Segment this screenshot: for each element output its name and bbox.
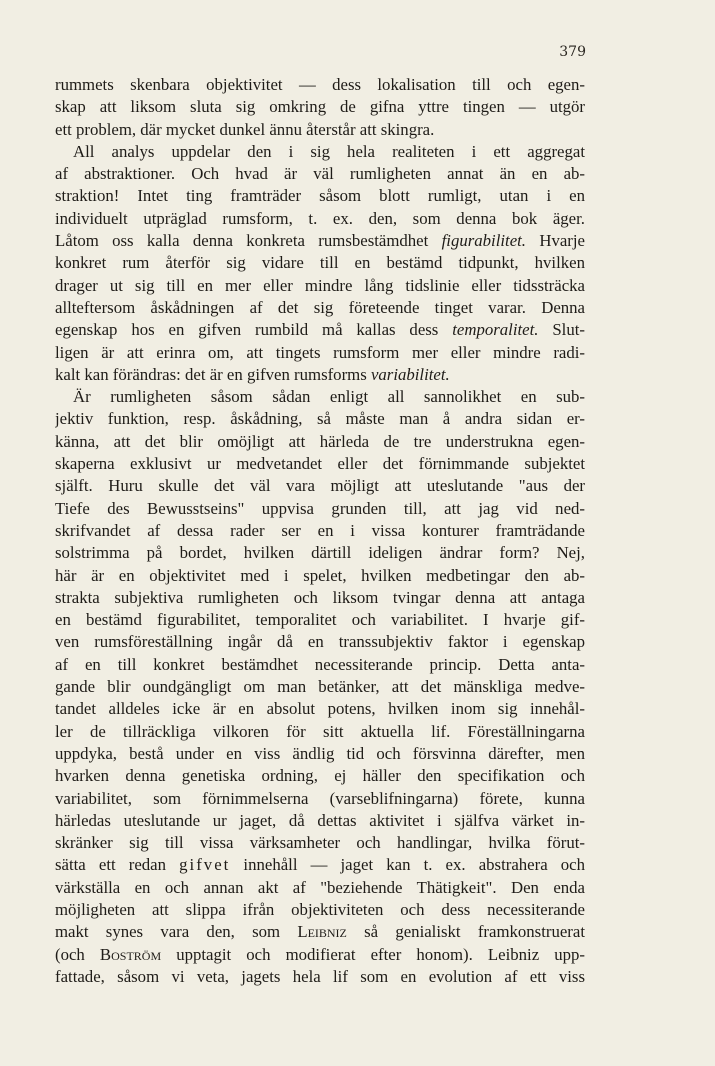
text-line: en bestämd figurabilitet, temporalitet och variabilitet. I hvarje gif- — [55, 610, 585, 630]
text-line: drager ut sig till en mer eller mindre lång tidslinie eller tidssträcka — [55, 275, 585, 295]
emphasized-term: Boström — [99, 944, 162, 964]
text-line: Låtom oss kalla denna konkreta rumsbestämdhet figurabilitet. Hvarje — [55, 231, 585, 251]
text-line: af abstraktioner. Och hvad är väl rumligheten annat än en ab- — [55, 164, 585, 184]
text-line: uppdyka, bestå under en viss ändlig tid och försvinna därefter, men — [55, 743, 585, 763]
text-line: skaperna exklusivt ur medvetandet eller det förnimmande subjektet — [55, 454, 585, 474]
text-line: All analys uppdelar den i sig hela realiteten i ett aggregat — [73, 141, 585, 161]
text-line: solstrimma på bordet, hvilken därtill ideligen ändrar form? Nej, — [55, 543, 585, 563]
text-line: känna, att det blir omöjligt att härleda de tre understrukna egen- — [55, 431, 585, 451]
emphasized-term: figurabilitet. — [441, 231, 526, 251]
text-line: här är en objektivitet med i spelet, hvilken medbetingar den ab- — [55, 565, 585, 585]
text-line: Tiefe des Bewusstseins" uppvisa grunden till, att jag vid ned- — [55, 498, 585, 518]
text-line: fattade, såsom vi veta, jagets hela lif som en evolution af ett viss — [55, 966, 585, 986]
text-line: jektiv funktion, resp. åskådning, så måste man å andra sidan er- — [55, 409, 585, 429]
text-line: makt synes vara den, som Leibniz så genialiskt framkonstruerat — [55, 922, 585, 942]
emphasized-term: variabilitet. — [370, 364, 450, 384]
emphasized-term: gifvet — [179, 855, 231, 875]
text-line: härledas uteslutande ur jaget, då dettas aktivitet i själfva värket in- — [55, 810, 585, 830]
text-line: (och Boström upptagit och modifierat efter honom). Leibniz upp- — [55, 944, 585, 964]
text-line: ven rumsföreställning ingår då en transsubjektiv faktor i egenskap — [55, 632, 585, 652]
text-line: individuelt utpräglad rumsform, t. ex. den, som denna bok äger. — [55, 208, 585, 228]
body-text — [55, 74, 585, 988]
text-line: konkret rum återför sig vidare till en bestämd tidpunkt, hvilken — [55, 253, 585, 273]
text-line: skap att liksom sluta sig omkring de gifna yttre tingen — utgör — [55, 97, 585, 117]
text-line: möjligheten att slippa ifrån objektiviteten och dess necessiterande — [55, 899, 585, 919]
emphasized-term: temporalitet. — [452, 320, 539, 340]
text-line: hvarken denna genetiska ordning, ej häller den specifikation och — [55, 766, 585, 786]
text-line: egenskap hos en gifven rumbild må kallas dess temporalitet. Slut- — [55, 320, 585, 340]
text-line: gande blir oundgängligt om man betänker, att det mänskliga medve- — [55, 677, 585, 697]
text-line: skrifvandet af dessa rader ser en i vissa konturer framträdande — [55, 520, 585, 540]
text-line: värkställa en och annan akt af "beziehende Thätigkeit". Den enda — [55, 877, 585, 897]
text-line: ett problem, där mycket dunkel ännu återstår att skingra. — [55, 119, 435, 139]
text-line: kalt kan förändras: det är en gifven rumsforms variabilitet. — [55, 364, 450, 384]
emphasized-term: Leibniz — [297, 922, 347, 942]
text-line: variabilitet, som förnimmelserna (varseblifningarna) förete, kunna — [55, 788, 585, 808]
text-line: af en till konkret bestämdhet necessiterande princip. Detta anta- — [55, 654, 585, 674]
text-line: sätta ett redan gifvet innehåll — jaget kan t. ex. abstrahera och — [55, 855, 585, 875]
text-line: ligen är att erinra om, att tingets rumsform mer eller mindre radi- — [55, 342, 585, 362]
text-line: tandet alldeles icke är en absolut potens, hvilken inom sig innehål- — [55, 699, 585, 719]
text-line: allteftersom åskådningen af det sig företeende tinget varar. Denna — [55, 297, 585, 317]
text-line: strakta subjektiva rumligheten och liksom tvingar denna att antaga — [55, 587, 585, 607]
page-number: 379 — [559, 44, 586, 60]
text-line: straktion! Intet ting framträder såsom blott rumligt, utan i en — [55, 186, 585, 206]
text-line: ler de tillräckliga vilkoren för sitt aktuella lif. Föreställningarna — [55, 721, 585, 741]
text-line: skränker sig till vissa värksamheter och handlingar, hvilka förut- — [55, 833, 585, 853]
text-line: själft. Huru skulle det väl vara möjligt att uteslutande "aus der — [55, 476, 585, 496]
text-line: rummets skenbara objektivitet — dess lokalisation till och egen- — [55, 75, 585, 94]
text-line: Är rumligheten såsom sådan enligt all sannolikhet en sub- — [73, 387, 585, 407]
